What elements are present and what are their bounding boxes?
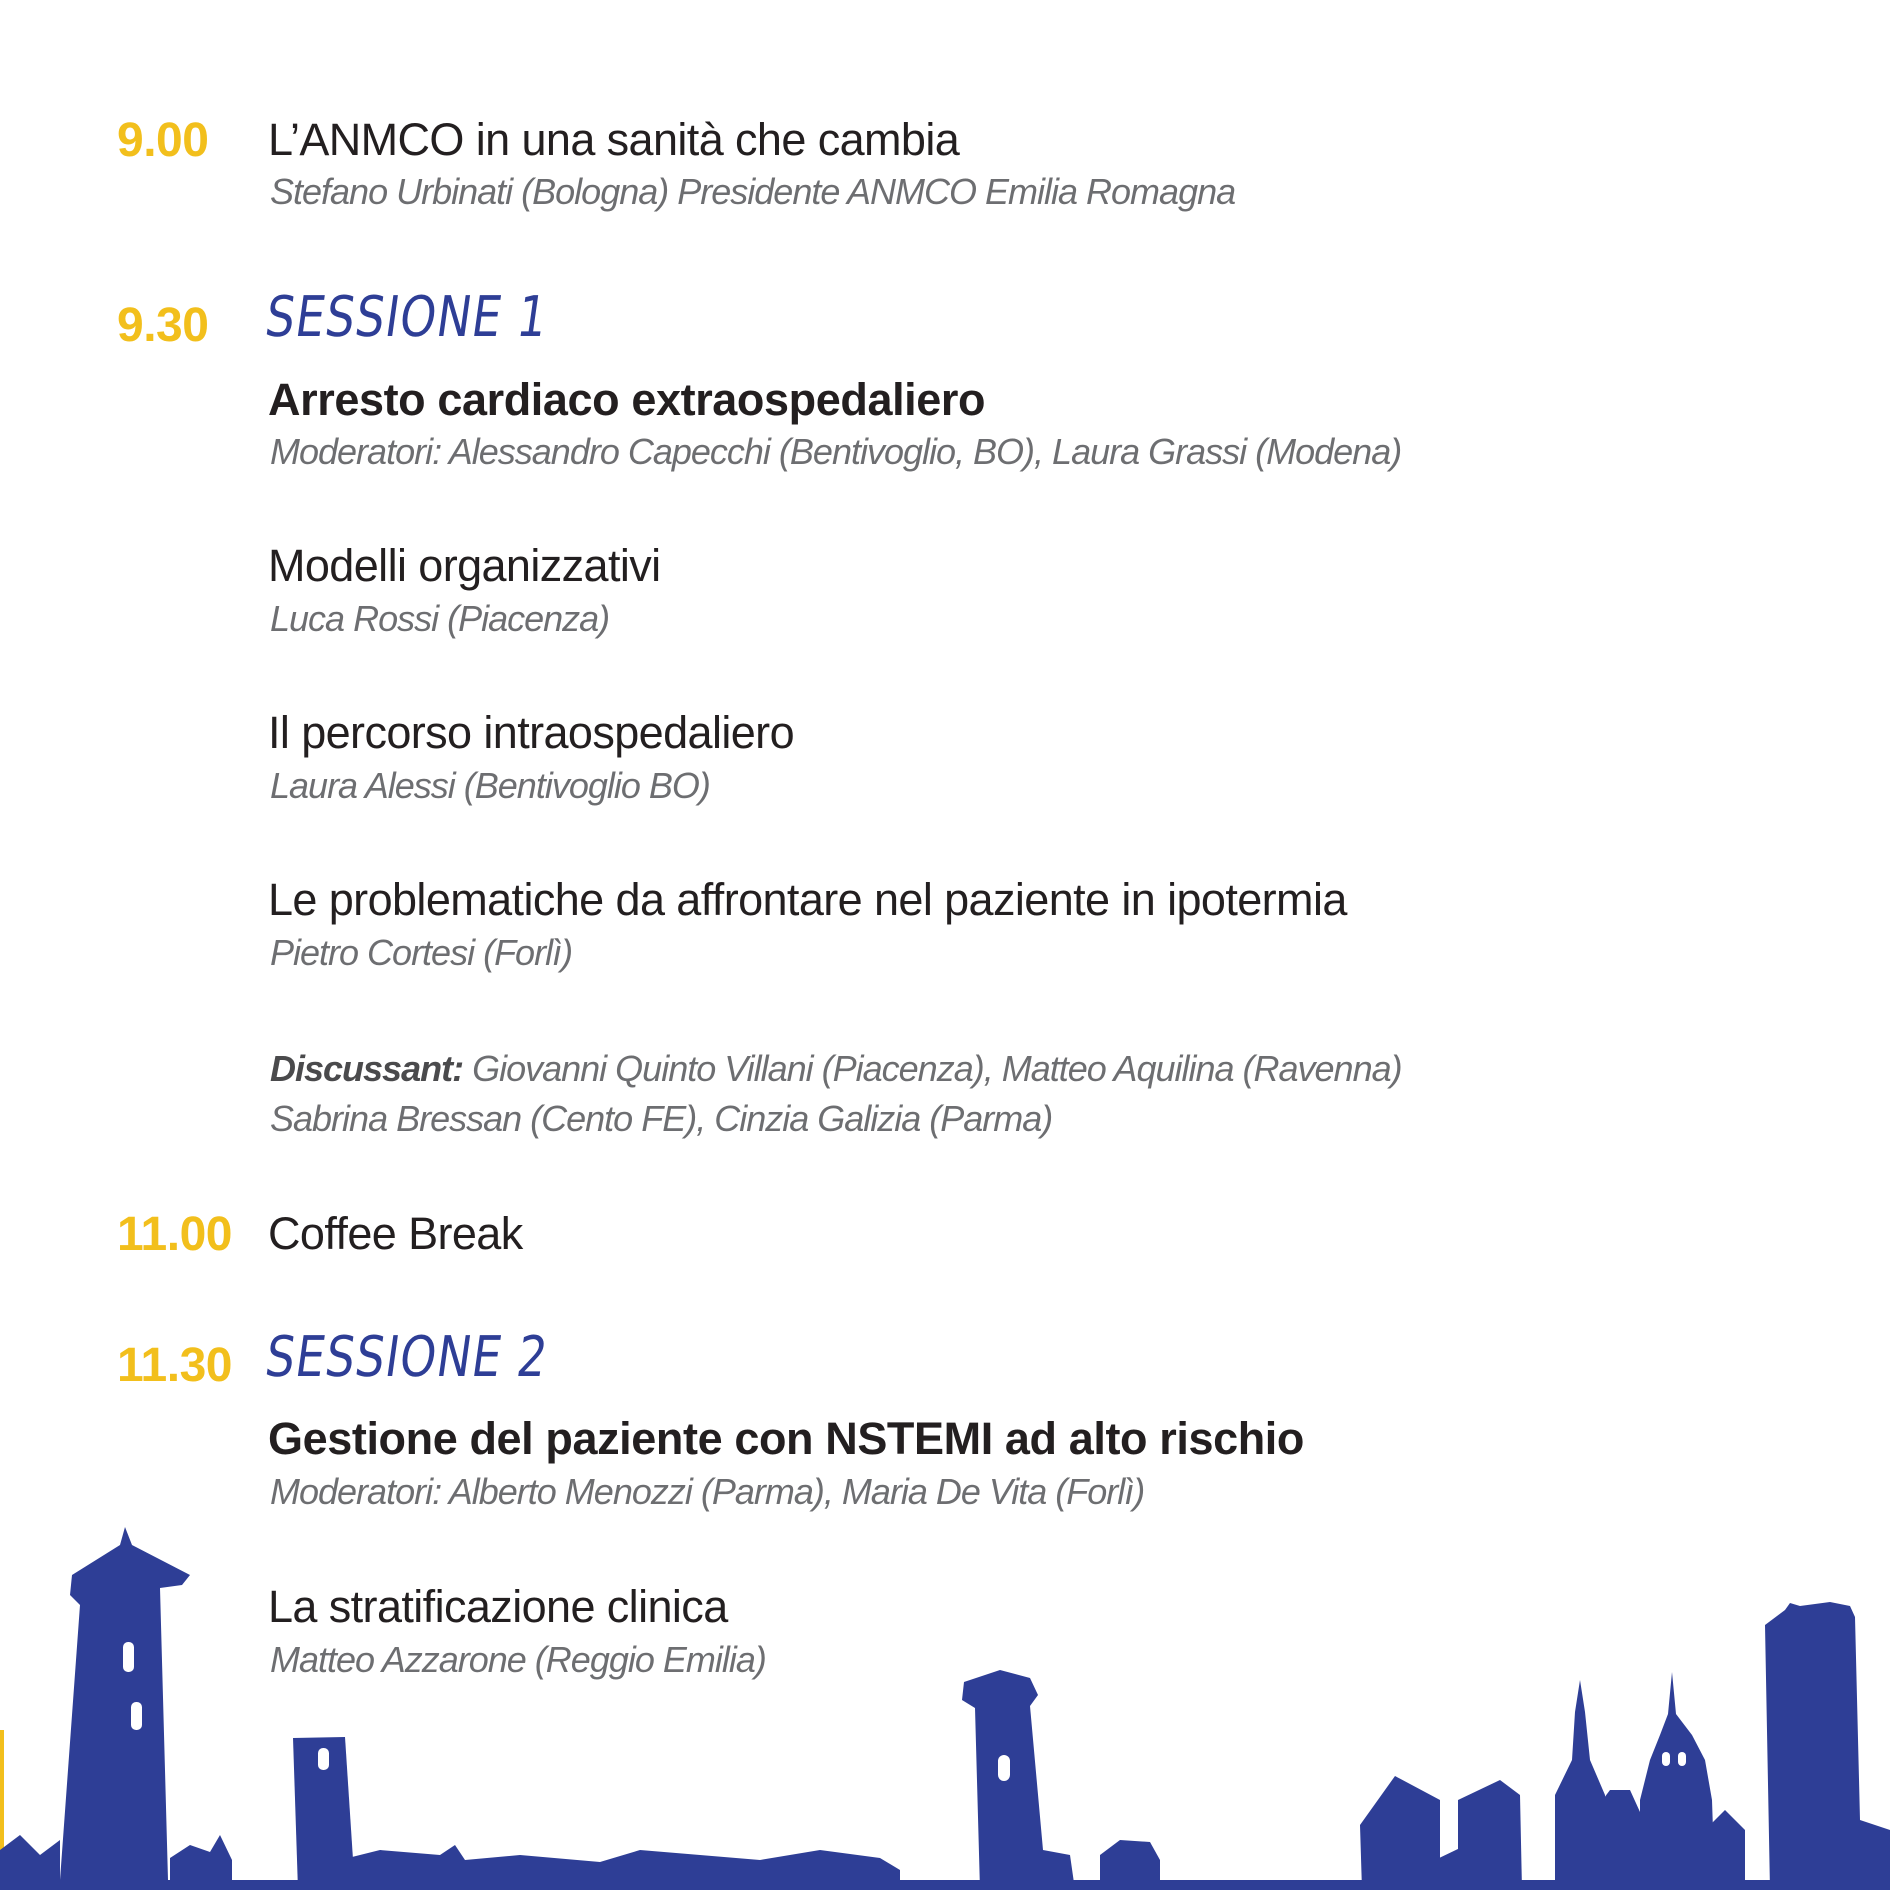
time-11-00: 11.00 — [117, 1208, 232, 1261]
opening-talk-speaker: Stefano Urbinati (Bologna) Presidente ANMCO Emilia Romagna — [270, 171, 1236, 212]
session-2-title: Gestione del paziente con NSTEMI ad alto rischio — [268, 1413, 1304, 1464]
session-2-moderators: Moderatori: Alberto Menozzi (Parma), Maria De Vita (Forlì) — [270, 1471, 1145, 1512]
discussant-label: Discussant: — [270, 1048, 464, 1089]
discussant-line-2: Sabrina Bressan (Cento FE), Cinzia Galizia (Parma) — [270, 1098, 1053, 1139]
session-1-moderators: Moderatori: Alessandro Capecchi (Bentivoglio, BO), Laura Grassi (Modena) — [270, 431, 1402, 472]
talk-title: Modelli organizzativi — [268, 540, 661, 591]
opening-talk-title: L’ANMCO in una sanità che cambia — [268, 114, 960, 165]
session-1-title: Arresto cardiaco extraospedaliero — [268, 374, 986, 425]
session-1-heading: SESSIONE 1 — [261, 285, 553, 350]
session-2-heading: SESSIONE 2 — [261, 1325, 553, 1390]
time-9-00: 9.00 — [117, 114, 209, 167]
coffee-break-title: Coffee Break — [268, 1208, 523, 1259]
talk-title: Il percorso intraospedaliero — [268, 707, 794, 758]
time-9-30: 9.30 — [117, 299, 209, 352]
talk-title: Le problematiche da affrontare nel paziente in ipotermia — [268, 874, 1347, 925]
talk-speaker: Matteo Azzarone (Reggio Emilia) — [270, 1639, 766, 1680]
time-11-30: 11.30 — [117, 1339, 232, 1392]
talk-speaker: Luca Rossi (Piacenza) — [270, 598, 610, 639]
talk-speaker: Pietro Cortesi (Forlì) — [270, 932, 573, 973]
discussant-names-1: Giovanni Quinto Villani (Piacenza), Matteo Aquilina (Ravenna) — [463, 1048, 1402, 1089]
talk-speaker: Laura Alessi (Bentivoglio BO) — [270, 765, 710, 806]
talk-title: La stratificazione clinica — [268, 1581, 728, 1632]
